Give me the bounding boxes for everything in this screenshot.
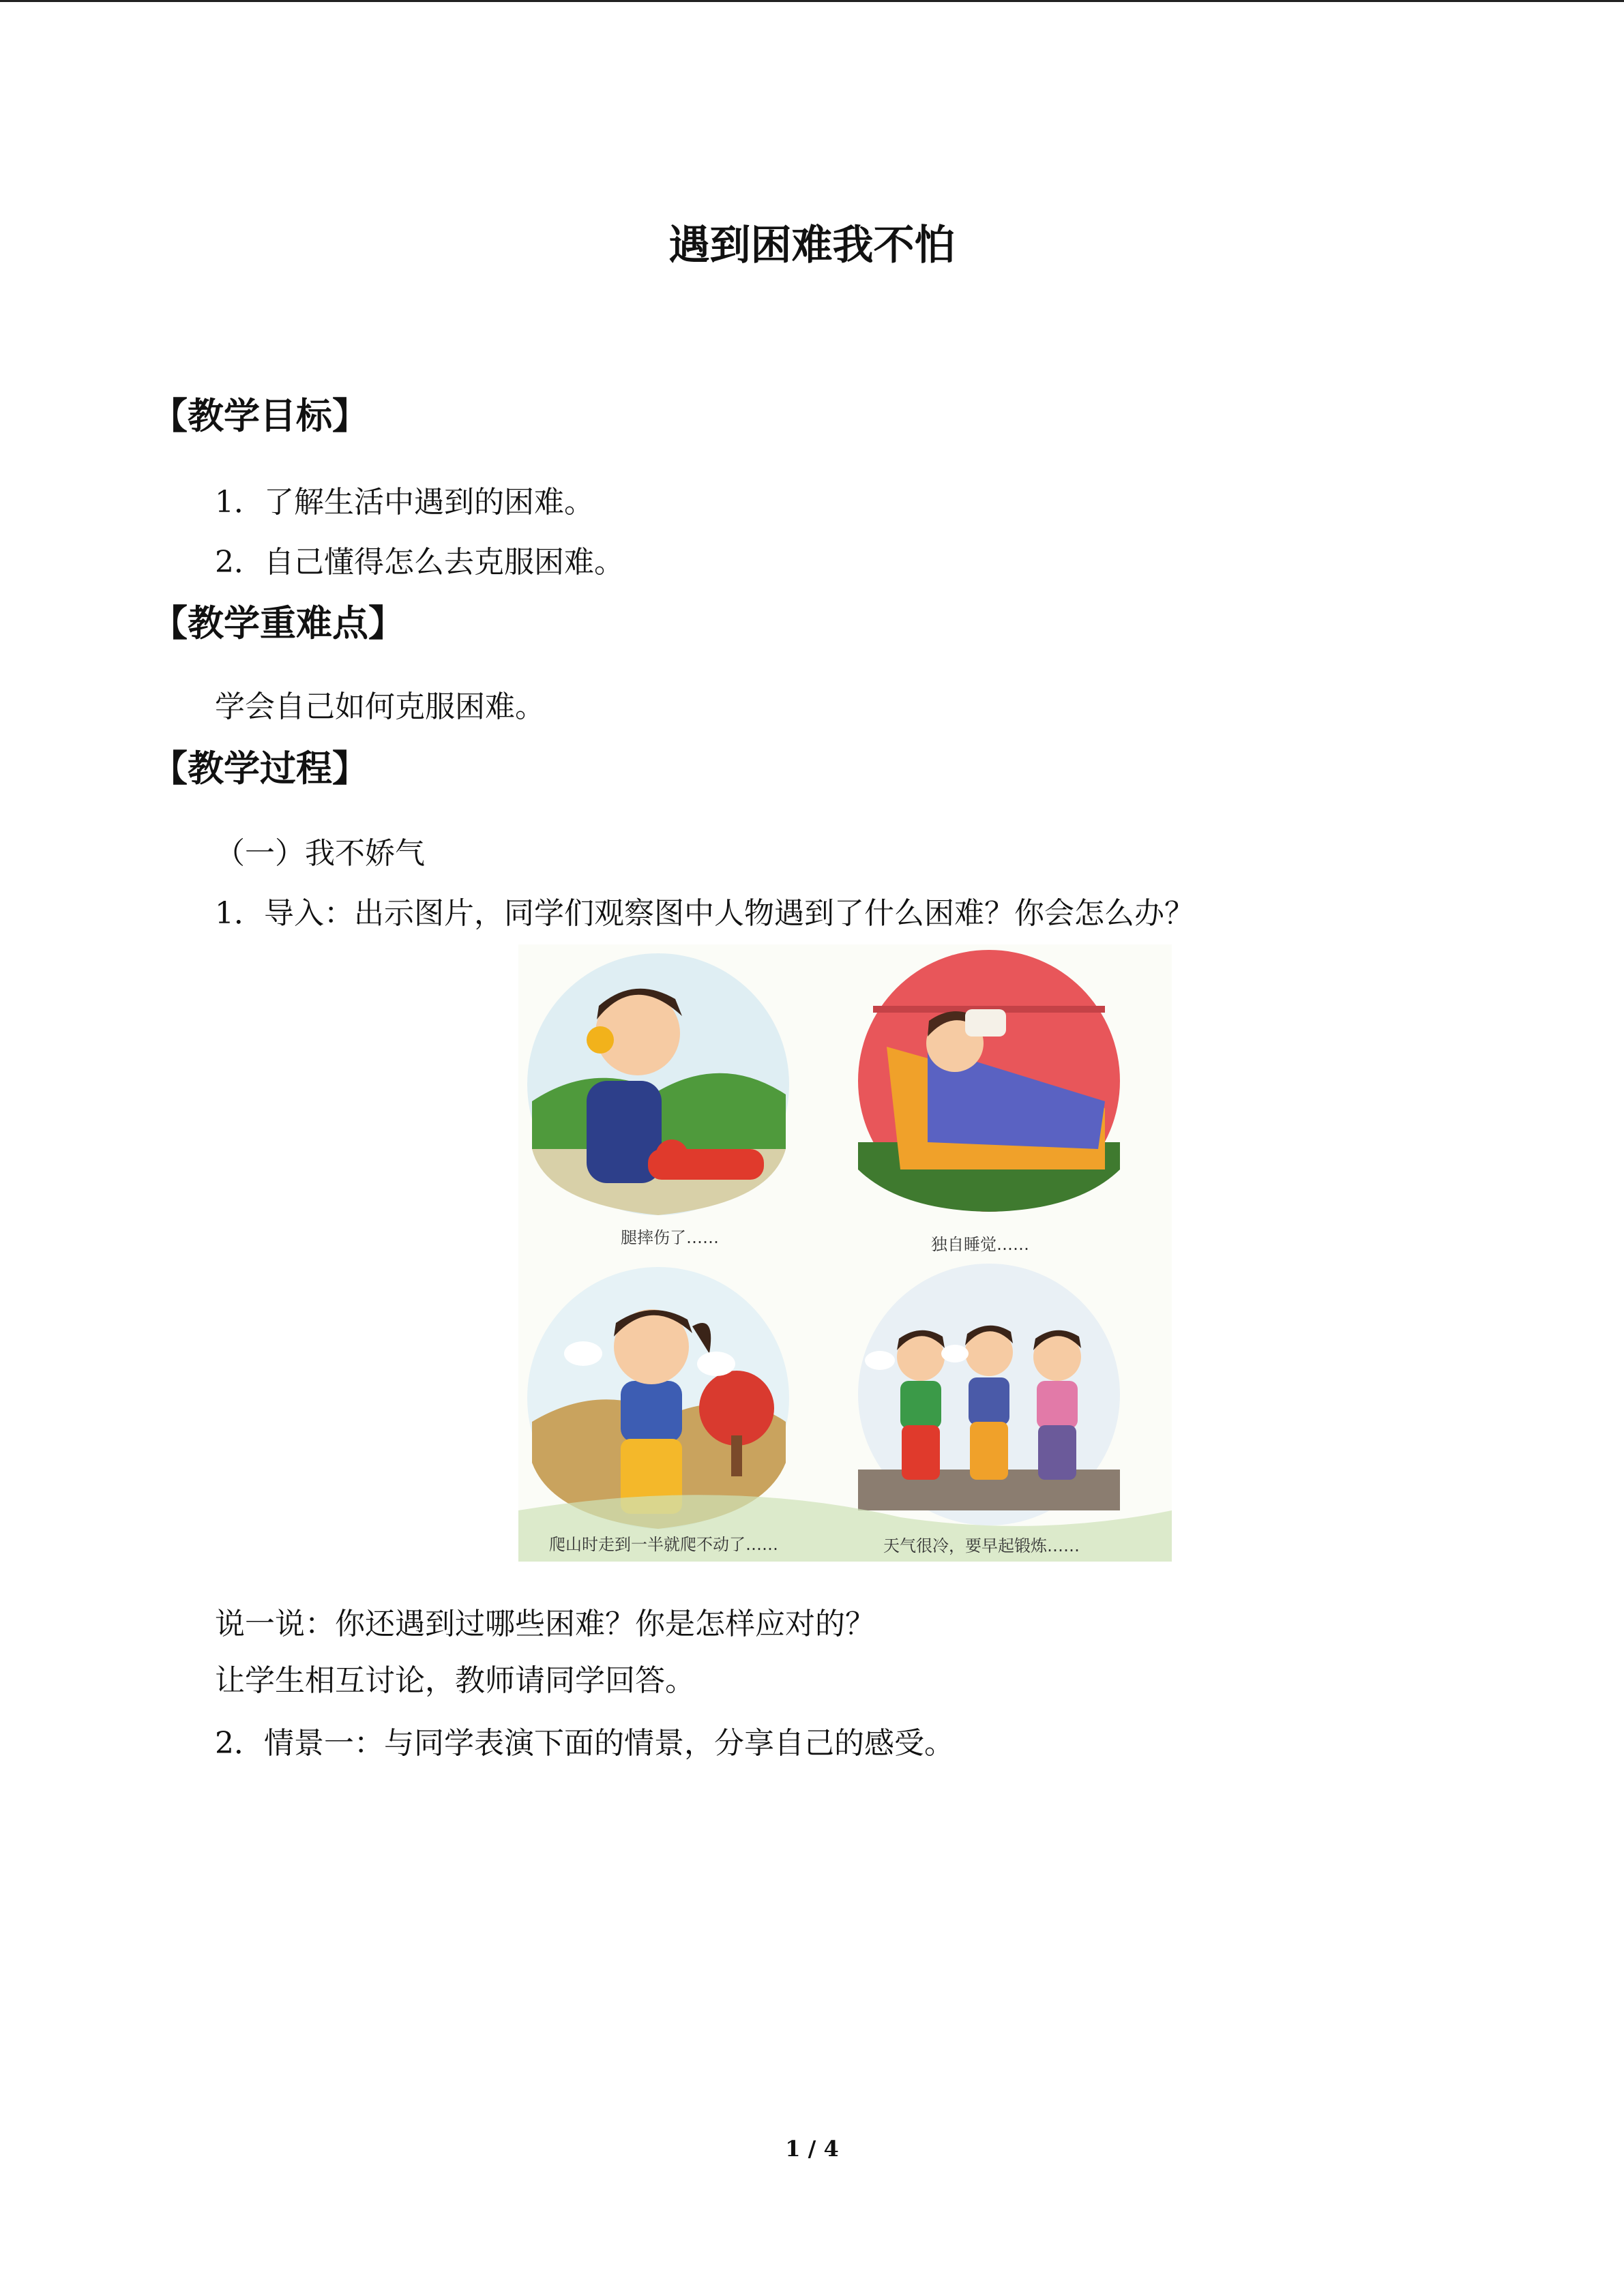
illustration-figure	[518, 944, 1172, 1562]
section-heading-objectives: 【教学目标】	[151, 396, 368, 437]
figure-caption-3: 爬山时走到一半就爬不动了……	[549, 1535, 778, 1554]
key-point-text: 学会自己如何克服困难。	[215, 689, 545, 724]
scenario-one-text: 2．情景一：与同学表演下面的情景，分享自己的感受。	[215, 1726, 954, 1761]
figure-caption-2: 独自睡觉……	[931, 1235, 1029, 1254]
illustration-morning-exercise	[858, 1264, 1120, 1525]
section-heading-process: 【教学过程】	[151, 748, 368, 790]
illustration-hurt-leg	[527, 953, 789, 1215]
page-title: 遇到困难我不怕	[668, 222, 956, 269]
objective-item-2: 2．自己懂得怎么去克服困难。	[215, 545, 624, 580]
page-top-border	[0, 0, 1624, 2]
discussion-instruction: 让学生相互讨论，教师请同学回答。	[215, 1663, 695, 1698]
process-intro-question: 1．导入：出示图片，同学们观察图中人物遇到了什么困难？你会怎么办？	[215, 896, 1194, 931]
process-subheading: （一）我不娇气	[215, 836, 425, 871]
illustration-sleeping-alone	[858, 950, 1120, 1212]
illustration-tired-climbing	[527, 1267, 789, 1529]
section-heading-key-points: 【教学重难点】	[151, 603, 404, 644]
objective-item-1: 1．了解生活中遇到的困难。	[215, 485, 594, 520]
figure-caption-1: 腿摔伤了……	[621, 1228, 719, 1247]
page-number: 1 / 4	[785, 2136, 839, 2162]
discussion-prompt: 说一说：你还遇到过哪些困难？你是怎样应对的？	[215, 1607, 875, 1641]
figure-caption-4: 天气很冷，要早起锻炼……	[883, 1536, 1080, 1555]
